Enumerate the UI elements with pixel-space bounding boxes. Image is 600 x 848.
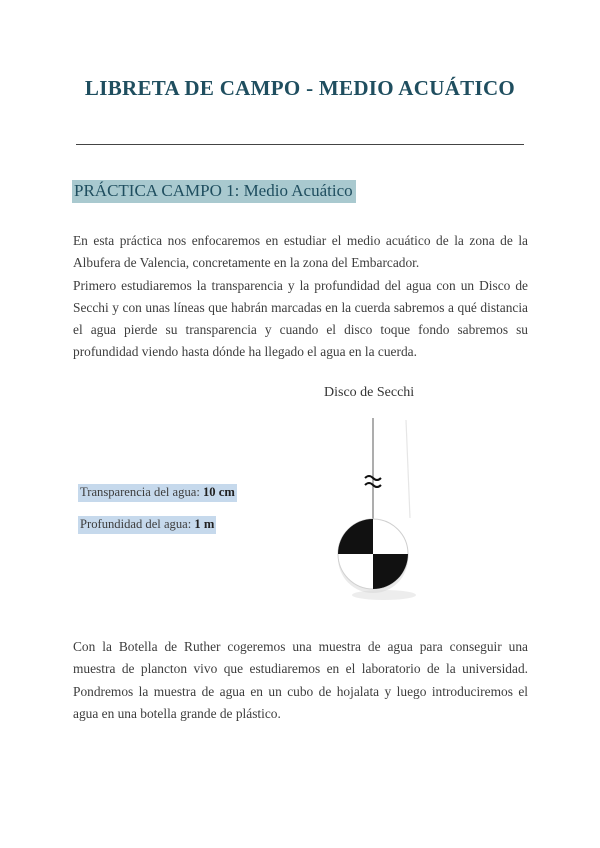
transparency-label: Transparencia del agua:	[80, 485, 200, 499]
intro-paragraph	[73, 230, 528, 364]
page-title: LIBRETA DE CAMPO - MEDIO ACUÁTICO	[84, 76, 516, 100]
depth-label: Profundidad del agua:	[80, 517, 192, 531]
depth-measurement	[78, 516, 216, 534]
title-divider	[76, 144, 524, 145]
transparency-value: 10 cm	[203, 485, 235, 499]
sampling-paragraph: Con la Botella de Ruther cogeremos una muestra de agua para conseguir una muestra de plancton vivo que estudiaremos en el laboratorio de la universidad. Pondremos la muestra de agua en un cubo de hojalata y luego introduciremos el agua en una botella grande de plástico.	[73, 639, 528, 721]
intro-sentence-2: Primero estudiaremos la transparencia y la profundidad del agua con un Disco de Secchi y con unas líneas que habrán marcadas en la cuerda sabremos a qué distancia el agua pierde su transparencia y cuando el disco toque fondo sabremos su profundidad viendo hasta dónde ha llegado el agua en la cuerda.	[73, 277, 528, 360]
secchi-disk-icon	[318, 408, 428, 608]
figure-caption: Disco de Secchi	[324, 385, 415, 400]
depth-value: 1 m	[194, 517, 215, 531]
transparency-measurement	[78, 484, 237, 502]
intro-sentence-1: En esta práctica nos enfocaremos en estudiar el medio acuático de la zona de la Albufera de Valencia, concretamente en la zona del Embarcador.	[73, 233, 528, 271]
section-heading: PRÁCTICA CAMPO 1: Medio Acuático	[72, 180, 356, 203]
